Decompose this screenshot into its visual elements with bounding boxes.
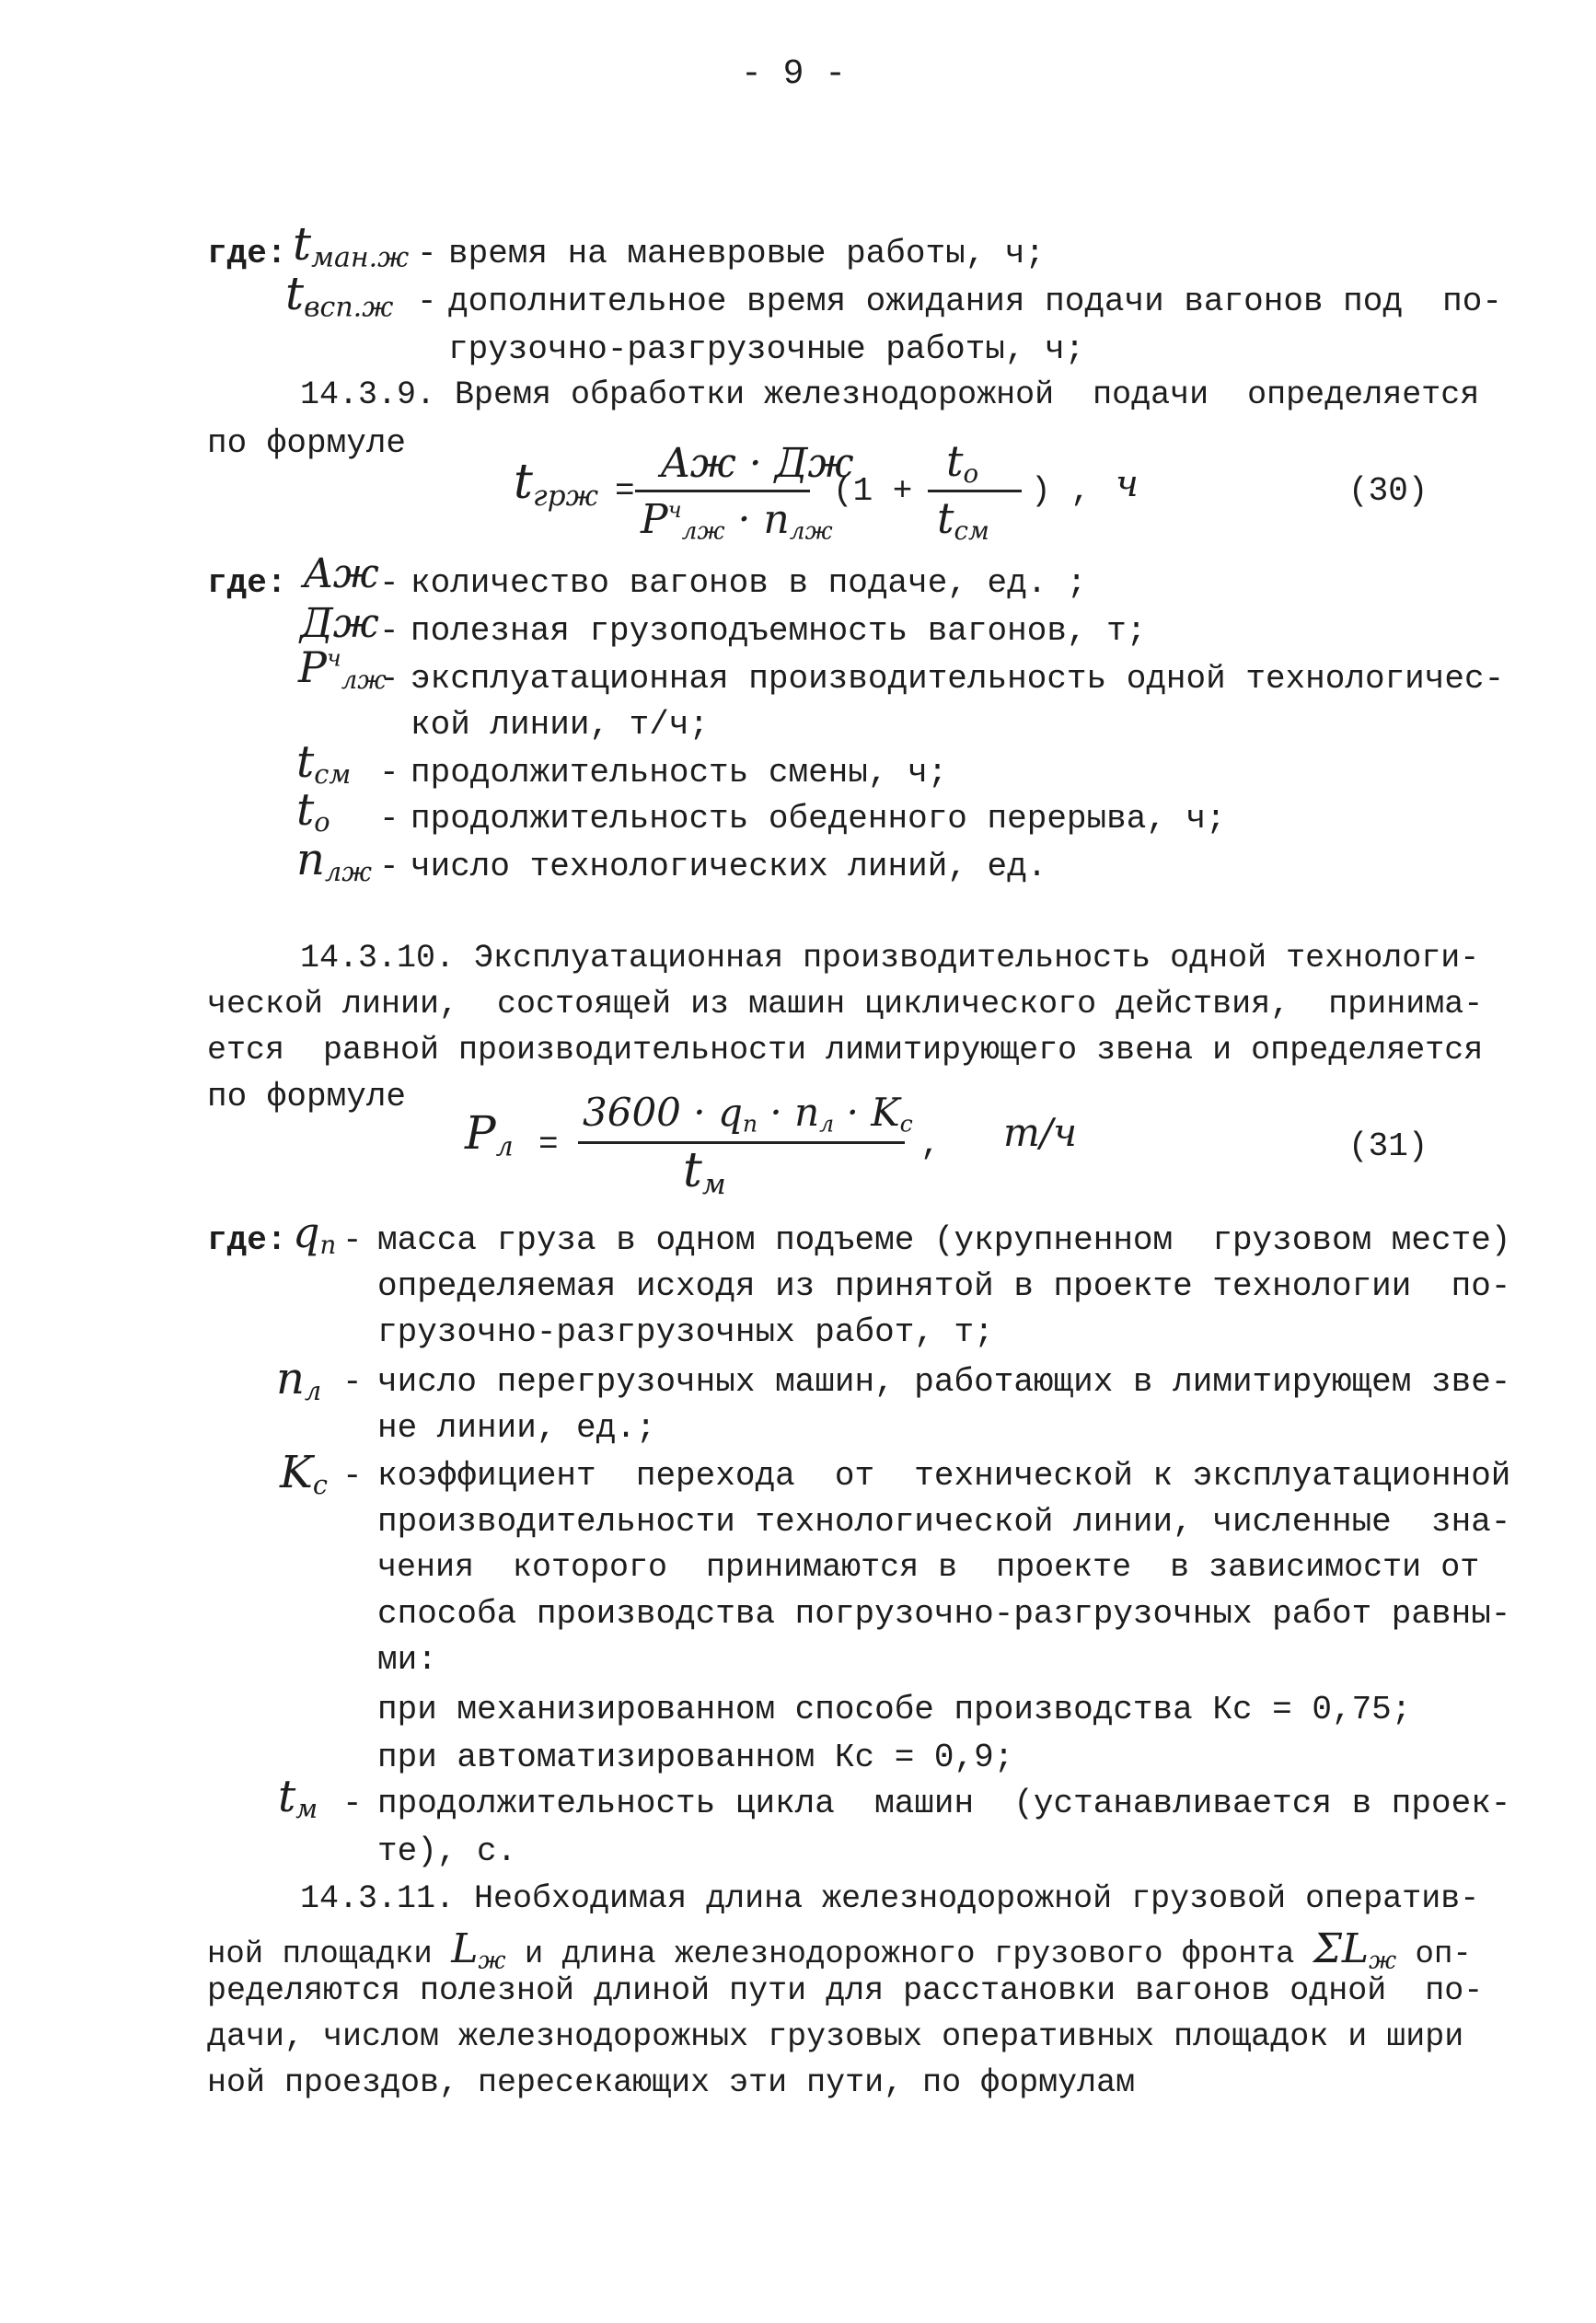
- formula-30-denominator: $P^ч_{лж} \cdot n_{лж}$: [641, 495, 833, 546]
- definition-text: полезная грузоподъемность вагонов, т;: [411, 612, 1147, 650]
- definition-dash: -: [379, 848, 399, 885]
- definition-dash: -: [342, 1457, 363, 1495]
- paragraph-line: ной проездов, пересекающих эти пути, по формулам: [207, 2064, 1136, 2101]
- formula-31-lhs: $P_л$: [465, 1106, 514, 1163]
- definition-text: время на маневровые работы, ч;: [448, 235, 1046, 272]
- definition-text: те), с.: [377, 1832, 517, 1870]
- formula-30-denominator-2: $t_{см}$: [937, 493, 989, 546]
- definition-text: определяемая исходя из принятой в проекте технологии по-: [377, 1267, 1511, 1305]
- definition-text: масса груза в одном подъеме (укрупненном грузовом месте): [377, 1221, 1511, 1259]
- definition-dash: -: [417, 235, 437, 272]
- fraction-bar: [928, 490, 1022, 492]
- paragraph-line: 14.3.11. Необходимая длина железнодорожной грузовой оператив-: [300, 1880, 1480, 1917]
- definition-text: не линии, ед.;: [377, 1409, 656, 1447]
- symbol-t-m: $t_м$: [278, 1771, 318, 1825]
- definition-text: коэффициент перехода от технической к эксплуатационной: [377, 1457, 1511, 1495]
- definition-dash: -: [379, 754, 399, 792]
- definition-dash: -: [379, 612, 399, 650]
- definition-text: продолжительность смены, ч;: [411, 754, 948, 792]
- definition-text: число технологических линий, ед.: [411, 848, 1047, 885]
- definition-text: производительности технологической линии, численные зна-: [377, 1503, 1511, 1541]
- symbol-t-sm: $t_{см}$: [296, 736, 352, 791]
- formula-30-unit: ч: [1116, 463, 1139, 505]
- formula-30-close: ) ,: [1031, 472, 1091, 510]
- definition-dash: -: [379, 564, 399, 602]
- symbol-d-zh: Дж: [300, 600, 379, 647]
- definition-text: количество вагонов в подаче, ед. ;: [411, 564, 1087, 602]
- definition-text: продолжительность обеденного перерыва, ч;: [411, 800, 1226, 838]
- symbol-n-l: $n_л$: [276, 1353, 322, 1407]
- paragraph-line: ется равной производительности лимитирующего звена и определяется: [207, 1032, 1484, 1069]
- symbol-t-man: $t_{ман.ж}$: [293, 217, 410, 274]
- symbol-q-p: $q_п$: [293, 1208, 337, 1260]
- formula-30-lhs: $t_{грж}$: [514, 455, 599, 513]
- symbol-l-zh: $L_ж$: [451, 1925, 506, 1975]
- where-label: где:: [207, 564, 287, 602]
- formula-30-numerator: Aж · Дж: [661, 440, 854, 487]
- definition-text: при автоматизированном Кс = 0,9;: [377, 1739, 1014, 1776]
- paragraph-line: дачи, числом железнодорожных грузовых оперативных площадок и шири: [207, 2018, 1464, 2055]
- definition-text: грузочно-разгрузочных работ, т;: [377, 1313, 994, 1351]
- definition-dash: -: [342, 1785, 363, 1822]
- where-label: где:: [207, 1221, 287, 1259]
- definition-text: ми:: [377, 1641, 437, 1679]
- formula-30-open: (1 +: [833, 472, 913, 510]
- definition-text: при механизированном способе производства Кс = 0,75;: [377, 1691, 1412, 1728]
- formula-31-denominator: $t_м$: [683, 1143, 726, 1201]
- paragraph-line: ческой линии, состоящей из машин циклического действия, принима-: [207, 986, 1484, 1023]
- symbol-k-c: $K_c$: [280, 1447, 328, 1501]
- formula-31-equals: =: [538, 1126, 559, 1163]
- fraction-bar: [578, 1141, 905, 1144]
- definition-dash: -: [379, 660, 399, 698]
- paragraph-line: 14.3.9. Время обработки железнодорожной подачи определяется: [300, 376, 1480, 413]
- formula-30-numerator-2: $t_o$: [946, 436, 979, 489]
- paragraph-line: по формуле: [207, 424, 407, 462]
- formula-31-numerator: $3600 \cdot q_п \cdot n_л \cdot K_c$: [583, 1090, 913, 1138]
- formula-30-equals: =: [615, 472, 635, 510]
- definition-text: грузочно-разгрузочные работы, ч;: [448, 330, 1085, 368]
- definition-text: кой линии, т/ч;: [411, 706, 710, 744]
- definition-text: число перегрузочных машин, работающих в лимитирующем зве-: [377, 1363, 1511, 1401]
- symbol-t-vsp: $t_{всп.ж}$: [285, 267, 394, 324]
- definition-dash: -: [342, 1363, 363, 1401]
- symbol-n-lzh: $n_{лж}$: [296, 834, 372, 888]
- definition-text: дополнительное время ожидания подачи вагонов под по-: [448, 283, 1502, 320]
- formula-31-unit: т/ч: [1003, 1110, 1078, 1155]
- symbol-sum-l-zh: $\Sigma L_ж$: [1313, 1925, 1397, 1975]
- page-number: - 9 -: [741, 54, 847, 94]
- definition-text: способа производства погрузочно-разгрузочных работ равны-: [377, 1595, 1511, 1633]
- definition-dash: -: [417, 283, 437, 320]
- fraction-bar: [635, 490, 810, 492]
- definition-dash: -: [342, 1221, 363, 1259]
- paragraph-line-with-symbols: ной площадки $L_ж$ и длина железнодорожного грузового фронта $\Sigma L_ж$ оп-: [207, 1925, 1472, 1975]
- definition-dash: -: [379, 800, 399, 838]
- definition-text: чения которого принимаются в проекте в зависимости от: [377, 1549, 1480, 1586]
- formula-31-number: (31): [1348, 1127, 1428, 1165]
- formula-30-number: (30): [1348, 472, 1428, 510]
- paragraph-line: 14.3.10. Эксплуатационная производительность одной технологи-: [300, 940, 1480, 977]
- definition-text: продолжительность цикла машин (устанавливается в проек-: [377, 1785, 1511, 1822]
- paragraph-line: ределяются полезной длиной пути для расстановки вагонов одной по-: [207, 1972, 1484, 2009]
- symbol-a-zh: Aж: [304, 550, 379, 597]
- symbol-p-lzh: $P^ч_{лж}$: [298, 642, 387, 695]
- formula-31-comma: ,: [920, 1126, 941, 1163]
- paragraph-line: по формуле: [207, 1078, 407, 1115]
- where-label: где:: [207, 235, 287, 272]
- symbol-t-o: $t_o$: [296, 784, 330, 838]
- definition-text: эксплуатационная производительность одной технологичес-: [411, 660, 1505, 698]
